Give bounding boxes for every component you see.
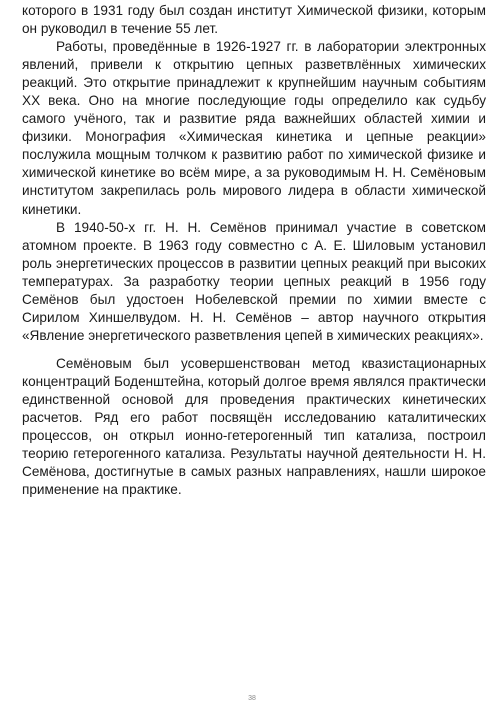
- paragraph-chain-reactions: Работы, проведённые в 1926-1927 гг. в лаборатории электронных явлений, привели к открытию цепных разветвлённых химических реакций. Это открытие принадлежит к крупнейшим научным событиям XX века. Оно на многие последующие годы определило как судьбу самого учёного, так и развитие ряда важнейших областей химии и физики. Монография «Химическая кинетика и цепные реакции» послужила мощным толчком к развитию работ по химической физике и химической кинетике во всём мире, а за руководимым Н. Н. Семёновым институтом закрепилась роль мирового лидера в области химической кинетики.: [22, 39, 486, 217]
- paragraph-atomic-project: В 1940-50-х гг. Н. Н. Семёнов принимал участие в советском атомном проекте. В 1963 году совместно с А. Е. Шиловым установил роль энергетических процессов в развитии цепных реакций при высоких температурах. За разработку теории цепных реакций в 1956 году Семёнов был удостоен Нобелевской премии по химии вместе с Сирилом Хиншелвудом. Н. Н. Семёнов – автор научного открытия «Явление энергетического разветвления цепей в химических реакциях».: [22, 219, 486, 343]
- document-page: [22, 2, 486, 499]
- paragraph-gap: [22, 345, 486, 355]
- page-number: 38: [248, 695, 256, 702]
- paragraph-quasistationary-method: Семёновым был усовершенствован метод квазистационарных концентраций Боденштейна, который долгое время являлся практически единственной основой для проведения практических кинетических расчетов. Ряд его работ посвящён исследованию каталитических процессов, он открыл ионно-гетерогенный тип катализа, построил теорию гетерогенного катализа. Результаты научной деятельности Н. Н. Семёнова, достигнутые в самых разных направлениях, нашли широкое применение на практике.: [22, 355, 486, 498]
- paragraph-continuation: которого в 1931 году был создан институт Химической физики, которым он руководил в течение 55 лет.: [22, 3, 486, 37]
